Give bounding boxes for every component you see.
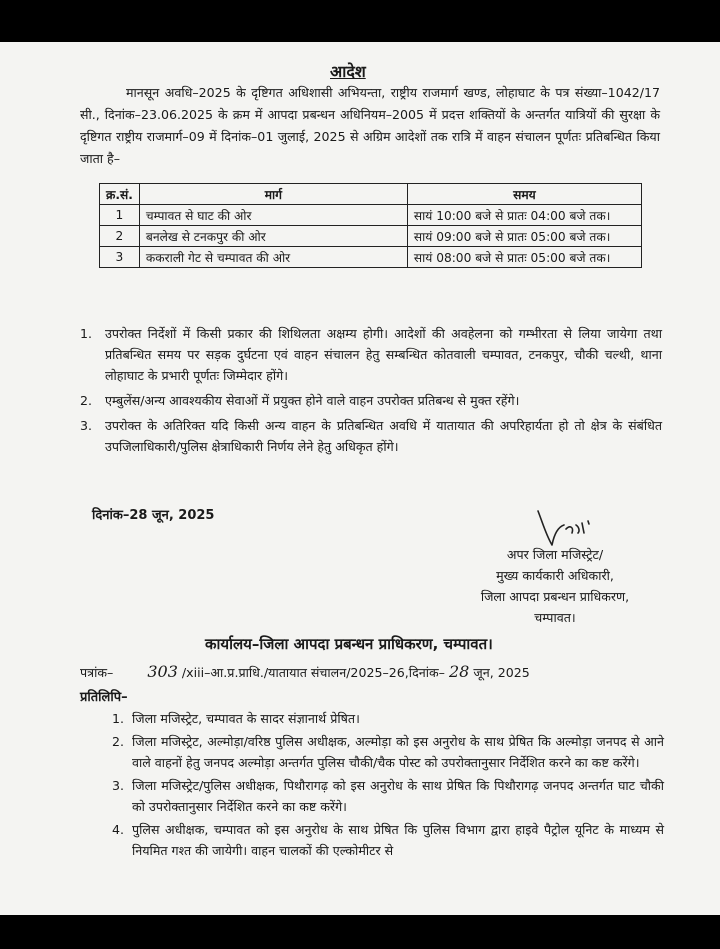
table-row <box>100 226 642 247</box>
reference-line <box>80 662 680 681</box>
copy-list <box>112 708 664 863</box>
order-paragraph: मानसून अवधि–2025 के दृष्टिगत अधिशासी अभियन्ता, राष्ट्रीय राजमार्ग खण्ड, लोहाघाट के पत्र संख्या–1042/17 सी., दिनांक–23.06.2025 के क्रम में आपदा प्रबन्धन अधिनियम–2005 में प्रदत्त शक्तियों के अन्तर्गत यात्रियों की सुरक्षा के दृष्टिगत राष्ट्रीय राजमार्ग–09 में दिनांक–01 जुलाई, 2025 से अग्रिम आदेशों तक रात्रि में वाहन संचालन पूर्णतः प्रतिबन्धित किया जाता है– <box>80 85 660 166</box>
top-black-bar <box>0 0 720 42</box>
handwritten-signature <box>530 505 600 549</box>
route-restriction-table <box>99 183 642 268</box>
list-item-number: 2. <box>80 393 93 408</box>
cell-route: चम्पावत से घाट की ओर <box>139 205 407 226</box>
copy-to-label: प्रतिलिपि– <box>80 690 128 705</box>
cell-serial: 3 <box>100 247 140 268</box>
list-item-text: जिला मजिस्ट्रेट, अल्मोड़ा/वरिष्ठ पुलिस अधीक्षक, अल्मोड़ा को इस अनुरोध के साथ प्रेषित कि अल्मोड़ा जनपद से आने वाले वाहनों हेतु जनपद अल्मोड़ा अन्तर्गत पुलिस चौकी/चैक पोस्ट को उपरोक्तानुसार निर्देशित करने का कष्ट करेंगे। <box>132 734 664 770</box>
list-item-number: 1. <box>80 326 93 341</box>
list-item <box>80 390 662 411</box>
list-item <box>112 731 664 773</box>
signatory-line: जिला आपदा प्रबन्धन प्राधिकरण, <box>480 589 630 604</box>
header-route: मार्ग <box>139 184 407 205</box>
list-item <box>112 708 664 729</box>
list-item <box>80 323 662 386</box>
signatory-line: अपर जिला मजिस्ट्रेट/ <box>506 547 604 562</box>
list-item <box>112 819 664 861</box>
reference-number: 303 <box>147 662 178 681</box>
list-item-text: एम्बुलेंस/अन्य आवश्यकीय सेवाओं में प्रयुक्त होने वाले वाहन उपरोक्त प्रतिबन्ध से मुक्त रहेंगे। <box>105 393 520 408</box>
order-title: आदेश <box>330 62 366 81</box>
list-item-text: पुलिस अधीक्षक, चम्पावत को इस अनुरोध के साथ प्रेषित कि पुलिस विभाग द्वारा हाइवे पैट्रोल यूनिट के माध्यम से नियमित गश्त की जायेगी। वाहन चालकों की एल्कोमीटर से <box>132 822 664 858</box>
reference-file: /xiii–आ.प्र.प्राधि./यातायात संचालन/2025–26,दिनांक– <box>181 665 445 680</box>
header-time: समय <box>407 184 641 205</box>
list-item-number: 3. <box>80 418 93 433</box>
signatory-line: मुख्य कार्यकारी अधिकारी, <box>496 568 614 583</box>
list-item <box>80 415 662 457</box>
bottom-black-bar <box>0 915 720 949</box>
signatory-block <box>450 544 660 628</box>
cell-time: सायं 09:00 बजे से प्रातः 05:00 बजे तक। <box>407 226 641 247</box>
cell-route: ककराली गेट से चम्पावत की ओर <box>139 247 407 268</box>
list-item-number: 2. <box>112 734 125 749</box>
cell-time: सायं 10:00 बजे से प्रातः 04:00 बजे तक। <box>407 205 641 226</box>
list-item-text: उपरोक्त निर्देशों में किसी प्रकार की शिथिलता अक्षम्य होगी। आदेशों की अवहेलना को गम्भीरता से लिया जायेगा तथा प्रतिबन्धित समय पर सड़क दुर्घटना एवं वाहन संचालन हेतु सम्बन्धित कोतवाली चम्पावत, टनकपुर, चौकी चल्थी, थाना लोहाघाट के प्रभारी पूर्णतः जिम्मेदार होंगे। <box>105 326 662 383</box>
list-item-text: जिला मजिस्ट्रेट, चम्पावत के सादर संज्ञानार्थ प्रेषित। <box>132 711 360 726</box>
reference-label: पत्रांक– <box>80 665 114 680</box>
table-row <box>100 205 642 226</box>
office-heading: कार्यालय–जिला आपदा प्रबन्धन प्राधिकरण, चम्पावत। <box>205 635 493 653</box>
reference-day: 28 <box>449 662 470 681</box>
cell-route: बनलेख से टनकपुर की ओर <box>139 226 407 247</box>
signatory-line: चम्पावत। <box>534 610 576 625</box>
cell-serial: 1 <box>100 205 140 226</box>
table-header-row <box>100 184 642 205</box>
order-date: दिनांक–28 जून, 2025 <box>92 508 215 523</box>
list-item-number: 4. <box>112 822 125 837</box>
header-serial: क्र.सं. <box>100 184 140 205</box>
list-item <box>112 775 664 817</box>
list-item-text: उपरोक्त के अतिरिक्त यदि किसी अन्य वाहन के प्रतिबन्धित अवधि में यातायात की अपरिहार्यता हो तो क्षेत्र के संबंधित उपजिलाधिकारी/पुलिस क्षेत्राधिकारी निर्णय लेने हेतु अधिकृत होंगे। <box>105 418 662 454</box>
list-item-text: जिला मजिस्ट्रेट/पुलिस अधीक्षक, पिथौरागढ़ को इस अनुरोध के साथ प्रेषित कि पिथौरागढ़ जनपद अन्तर्गत घाट चौकी को उपरोक्तानुसार निर्देशित करने का कष्ट करेंगे। <box>132 778 664 814</box>
table-row <box>100 247 642 268</box>
cell-time: सायं 08:00 बजे से प्रातः 05:00 बजे तक। <box>407 247 641 268</box>
document-page <box>0 42 720 915</box>
instruction-list <box>80 323 662 461</box>
list-item-number: 1. <box>112 711 125 726</box>
cell-serial: 2 <box>100 226 140 247</box>
reference-month-year: जून, 2025 <box>473 665 530 680</box>
list-item-number: 3. <box>112 778 125 793</box>
